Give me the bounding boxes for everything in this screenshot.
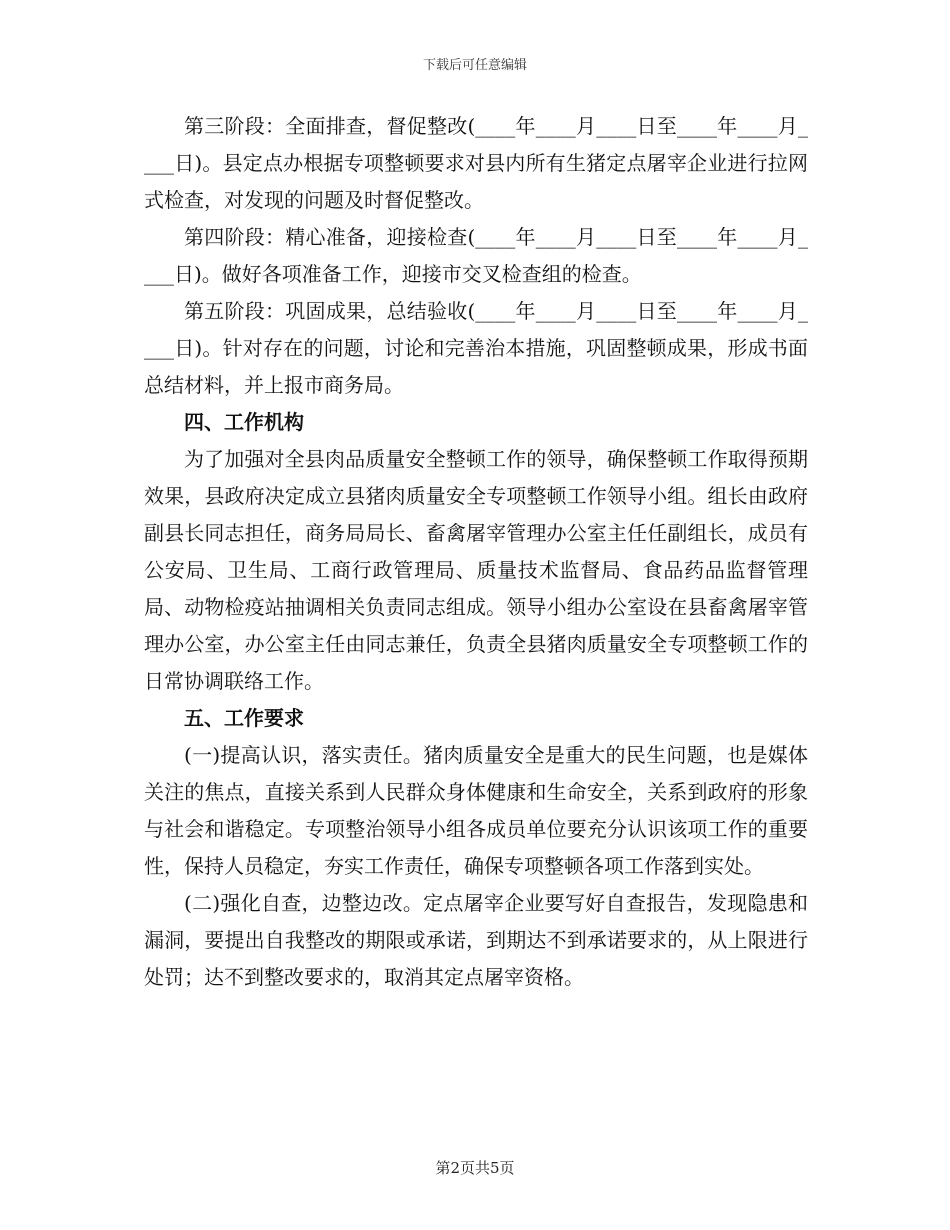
paragraph-stage-four: 第四阶段：精心准备，迎接检查(____年____月____日至____年____月____日)。做好各项准备工作，迎接市交叉检查组的检查。 [144, 225, 808, 286]
section-heading-organization: 四、工作机构 [184, 410, 304, 434]
paragraph-organization: 为了加强对全县肉品质量安全整顿工作的领导，确保整顿工作取得预期效果，县政府决定成立县猪肉质量安全专项整顿工作领导小组。组长由政府副县长同志担任，商务局局长、畜禽屠宰管理办公室主任任副组长，成员有公安局、卫生局、工商行政管理局、质量技术监督局、食品药品监督管理局、动物检疫站抽调相关负责同志组成。领导小组办公室设在县畜禽屠宰管理办公室，办公室主任由同志兼任，负责全县猪肉质量安全专项整顿工作的日常协调联络工作。 [144, 447, 808, 693]
paragraph-stage-three: 第三阶段：全面排查，督促整改(____年____月____日至____年____月____日)。县定点办根据专项整顿要求对县内所有生猪定点屠宰企业进行拉网式检查，对发现的问题及时督促整改。 [144, 114, 808, 212]
section-heading-requirements: 五、工作要求 [184, 706, 304, 730]
paragraph-requirement-one: (一)提高认识，落实责任。猪肉质量安全是重大的民生问题，也是媒体关注的焦点，直接关系到人民群众身体健康和生命安全，关系到政府的形象与社会和谐稳定。专项整治领导小组各成员单位要充分认识该项工作的重要性，保持人员稳定，夯实工作责任，确保专项整顿各项工作落到实处。 [144, 743, 808, 878]
page-header-note: 下载后可任意编辑 [422, 58, 527, 73]
paragraph-stage-five: 第五阶段：巩固成果，总结验收(____年____月____日至____年____月____日)。针对存在的问题，讨论和完善治本措施，巩固整顿成果，形成书面总结材料，并上报市商务局。 [144, 299, 808, 397]
document-body [144, 108, 808, 996]
page-number: 第2页共5页 [435, 1159, 515, 1177]
paragraph-requirement-two: (二)强化自查，边整边改。定点屠宰企业要写好自查报告，发现隐患和漏洞，要提出自我整改的期限或承诺，到期达不到承诺要求的，从上限进行处罚；达不到整改要求的，取消其定点屠宰资格。 [144, 891, 808, 989]
